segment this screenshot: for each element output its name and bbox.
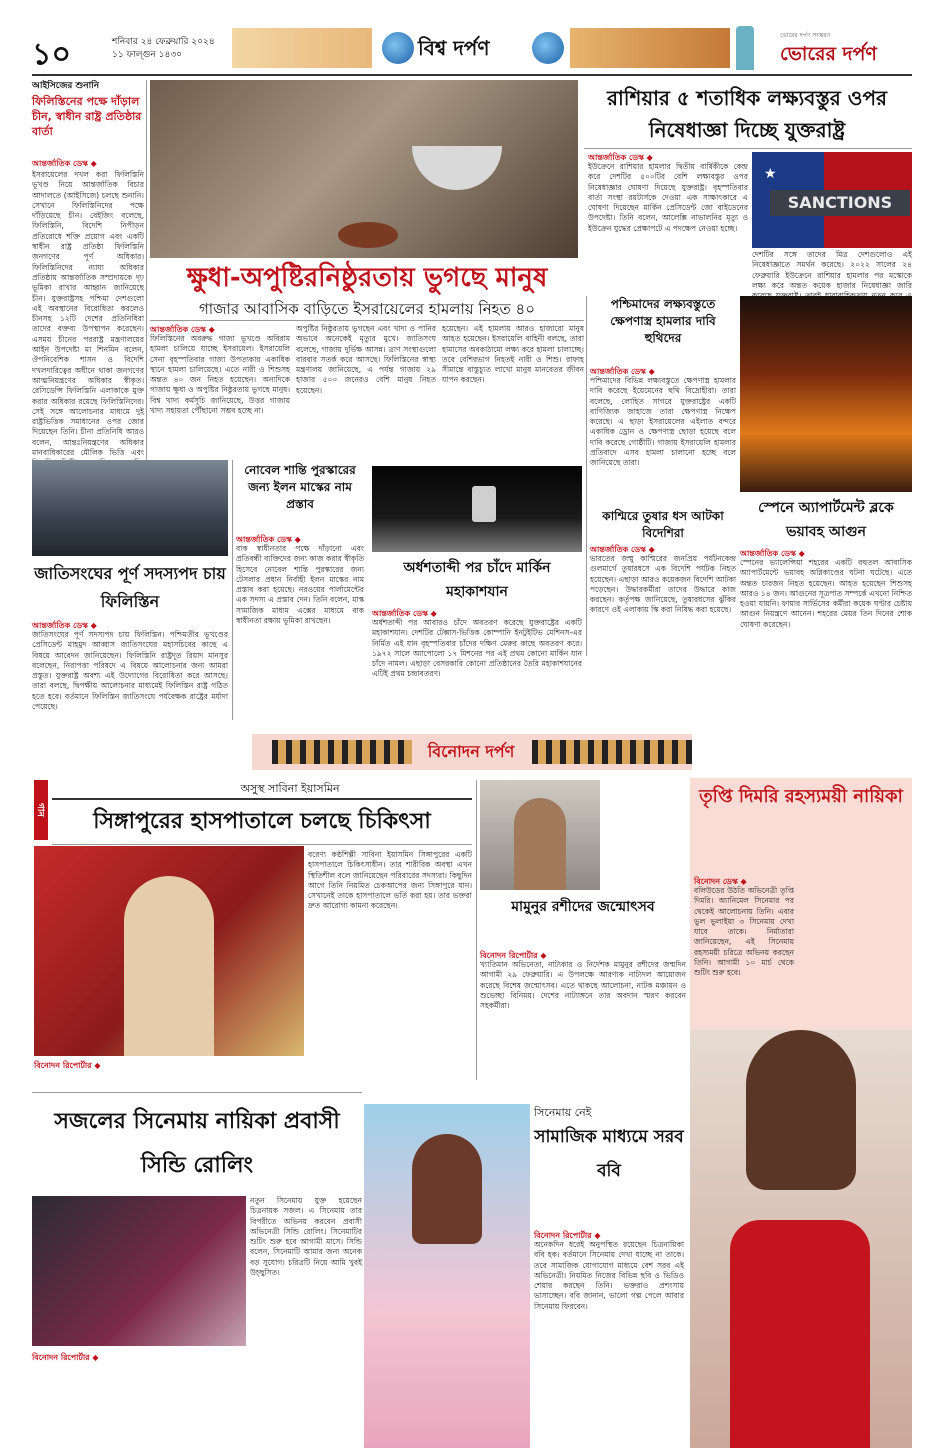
section-title: বিশ্ব দর্পণ (418, 36, 490, 60)
spain-headline: স্পেনে অ্যাপার্টমেন্ট ব্লকে ভয়াবহ আগুন (758, 500, 894, 540)
sanctions-photo (752, 152, 912, 248)
sajol-body: নতুন সিনেমায় যুক্ত হয়েছেন চিত্রনায়ক সজল। এ সিনেমায় তার বিপরীতে অভিনয় করবেন প্রবাসী অভিনেত্রী সিন্ডি রোলিং। সিনেমাটির শুটিং শুরু হবে আগামী মাসে। সিন্ডি বলেন, সিনেমাটি আমার জন্য অনেক বড় সুযোগ। চরিত্রটি নিয়ে আমি খুবই উচ্ছ্বসিত। (250, 1196, 362, 1278)
russia-body-left: ইউক্রেনে রাশিয়ার হামলার দ্বিতীয় বার্ষিকীকে কেন্দ্র করে দেশটির ৫০০টির বেশি লক্ষ্যবস্তুর ওপর নিষেধাজ্ঞার ঘোষণা দিয়েছে যুক্তরাষ্ট্র। বৃহস্পতিবার বার্তা সংস্থা রয়টার্সকে দেওয়া এক সাক্ষাৎকারে এ ঘোষণা দিয়েছেন মার্কিন প্রেসিডেন্ট জো বাইডেনের উপদেষ্টা। তিনি বলেন, আলেক্সি নাভালনির মৃত্যু ও ইউক্রেন যুদ্ধের প্রেক্ষাপটে এ পদক্ষেপ নেওয়া হচ্ছে। (588, 162, 748, 233)
russia-byline: আন্তর্জাতিক ডেস্ক ◆ (588, 153, 653, 162)
portrait-silhouette (124, 876, 214, 1056)
gaza-col-1: ফিলিস্তিনের অবরুদ্ধ গাজা ভূখণ্ডে অবিরাম হামলা চালিয়ে যাচ্ছে ইসরায়েল। ইসরায়েলি সেনা বৃহস্পতিবার গাজা উপত্যকার একাধিক স্থানে হামলা চালিয়েছে। এতে নারী ও শিশুসহ অন্তত ৪০ জন নিহত হয়েছেন। অন্যদিকে গাজায় ক্ষুধা ও অপুষ্টির নিষ্ঠুরতায় ভুগছে মানুষ। বিশ্ব খাদ্য কর্মসূচি জানিয়েছে, উত্তর গাজায় খাদ্য সহায়তা পৌঁছানো সম্ভব হচ্ছে না। (150, 334, 290, 416)
masthead-small: ভোরের দর্পণ সংস্করণ (780, 32, 831, 39)
tripti-headline: তৃপ্তি দিমরি রহস্যময়ী নায়িকা (699, 786, 903, 807)
bobby-headline: সামাজিক মাধ্যমে সরব ববি (534, 1127, 684, 1181)
masthead: ভোরের দর্পণ (780, 43, 877, 65)
moon-body: অর্ধশতাব্দী পর আবারও চাঁদে অবতরণ করেছে যুক্তরাষ্ট্রের একটি মহাকাশযান। দেশটির টেক্সাস-ভিত্তিক কোম্পানি ইনটুইটিভ মেশিনস-এর নির্মিত এই যান বৃহস্পতিবার চাঁদের দক্ষিণ মেরুর কাছে অবতরণ করে। ১৯৭২ সালে অ্যাপোলো ১৭ মিশনের পর এই প্রথম কোনো মার্কিন যান চাঁদে নামল। এছাড়া বেসরকারি কোনো প্রতিষ্ঠানের তৈরি মহাকাশযানের এটিই প্রথম চন্দ্রাবতরণ। (372, 618, 582, 679)
bobby-body: অনেকদিন ধরেই অনুপস্থিত রয়েছেন চিত্রনায়িকা ববি হক। বর্তমানে সিনেমায় দেখা যাচ্ছে না তাকে। তবে সামাজিক যোগাযোগ মাধ্যমে বেশ সরব এই অভিনেত্রী। নিয়মিত নিজের বিভিন্ন ছবি ও ভিডিও শেয়ার করছেন তিনি। ভক্তরাও প্রশংসায় ভাসাচ্ছেন। ববি জানান, ভালো গল্প পেলে আবার সিনেমায় ফিরবেন। (534, 1240, 684, 1311)
film-strip-left (272, 740, 412, 764)
header-rule (32, 74, 912, 76)
un-byline: আন্তর্জাতিক ডেস্ক ◆ (32, 621, 97, 630)
gaza-col-2: অপুষ্টির নিষ্ঠুরতায় ভুগছেন এবং খাদ্য ও পানির অভাবে অনেকেই মৃত্যুর মুখে। জাতিসংঘ বলেছে, গাজায় দুর্ভিক্ষ আসন্ন। ত্রাণ সংস্থাগুলো বারবার সতর্ক করে আসছে। ফিলিস্তিনের স্বাস্থ্য মন্ত্রণালয় জানিয়েছে, এ পর্যন্ত গাজায় ২৯ হাজার ৫০০ জনেরও বেশি মানুষ নিহত হয়েছেন। (296, 324, 436, 395)
russia-headline: রাশিয়ার ৫ শতাধিক লক্ষ্যবস্তুর ওপর নিষেধাজ্ঞা দিচ্ছে যুক্তরাষ্ট্র (606, 86, 888, 142)
moon-photo (372, 466, 582, 552)
moon-byline: আন্তর্জাতিক ডেস্ক ◆ (372, 609, 437, 618)
sabina-kicker: অসুস্থ সাবিনা ইয়াসমিন (240, 782, 340, 795)
tripti-photo (690, 1030, 912, 1448)
portrait-silhouette (412, 1134, 482, 1244)
date-line-1: শনিবার ২৪ ফেব্রুয়ারি ২০২৪ (112, 37, 215, 47)
sabina-headline: সিঙ্গাপুরের হাসপাতালে চলছে চিকিৎসা (52, 798, 472, 845)
mamunur-photo (480, 780, 600, 890)
entertainment-banner (32, 734, 912, 770)
western-body: পশ্চিমাদের বিভিন্ন লক্ষ্যবস্তুতে ক্ষেপণাস্ত্র হামলার দাবি করেছে ইয়েমেনের হুথি বিদ্রোহীরা। তারা বলেছে, লোহিত সাগরে যুক্তরাষ্ট্রের একটি বাণিজ্যিক জাহাজে তারা ক্ষেপণাস্ত্র নিক্ষেপ করেছে। এ ছাড়া ইসরায়েলের এইলাত বন্দরে একাধিক ড্রোন ও ক্ষেপণাস্ত্র ছোড়া হয়েছে বলে দাবি করেছে গোষ্ঠীটি। গাজায় ইসরায়েলি হামলার প্রতিবাদে এসব হামলা চালানো হচ্ছে বলে জানিয়েছে তারা। (590, 376, 736, 468)
gaza-col-3: হয়েছেন। এই হামলায় আরও হাজারো মানুষ আহত হয়েছেন। ইসরায়েলি বাহিনী বলছে, তারা হামাসের অবকাঠামো লক্ষ্য করে হামলা চালাচ্ছে। তবে বেশিরভাগ নিহতই নারী ও শিশু। রাফাহ সীমান্তে বাস্তুচ্যুত লাখো মানুষ মানবেতর জীবন যাপন করছেন। (442, 324, 584, 385)
russia-body-right: দেশটির সঙ্গে তাদের মিত্র দেশগুলোও এই নিষেধাজ্ঞাতে সমর্থন করেছে। ২০২২ সালের ২৪ ফেব্রুয়ারি ইউক্রেনে রাশিয়ার হামলার পর মস্কোকে লক্ষ্য করে অন্তত কয়েক হাজার নিষেধাজ্ঞা জারি (752, 250, 912, 290)
sanctions-label: SANCTIONS (770, 190, 910, 216)
nobel-body: বাক স্বাধীনতার পক্ষে দাঁড়ানো এবং প্রতিবন্ধী ব্যক্তিদের জন্য কাজ করার স্বীকৃতি হিসেবে নোবেল শান্তি পুরস্কারের জন্য টেসলার প্রধান নির্বাহী ইলন মাস্কের নাম প্রস্তাব করা হয়েছে। নরওয়ের পার্লামেন্টের এক সদস্য এ প্রস্তাব দেন। তিনি বলেন, মাস্ক সামাজিক মাধ্যম এক্সের মাধ্যমে বাক স্বাধীনতা রক্ষায় ভূমিকা রাখছেন। (236, 544, 364, 626)
page-number: ১০ (32, 37, 71, 72)
mamunur-byline: বিনোদন রিপোর্টার ◆ (480, 951, 547, 960)
un-headline: জাতিসংঘের পূর্ণ সদস্যপদ চায় ফিলিস্তিন (34, 564, 226, 611)
rule (150, 320, 584, 321)
lander-illustration (472, 486, 496, 522)
story-body: ইসরায়েলের দখল করা ফিলিস্তিনি ভূখণ্ড নিয়ে আন্তর্জাতিক বিচার আদালতে (আইসিজে) চলছে শুনানি। সেখানে ফিলিস্তিনিদের পক্ষে দাঁড়িয়েছে চীন। বেইজিং বলেছে, ফিলিস্তিনি, বিদেশি নিপীড়ন প্রতিরোধে শক্তি প্রয়োগ এবং একটি স্বাধীন রাষ্ট্র প্রতিষ্ঠা ফিলিস্তিনি জনগণের পূর্ণ অধিকার। ফিলিস্তিনিদের ন্যায্য অধিকার প্রতিষ্ঠায় আন্তর্জাতিক সম্প্রদায়কে দৃঢ় ভূমিকা রাখার আহ্বান জানিয়েছে চীন। যুক্তরাষ্ট্রসহ পশ্চিমা দেশগুলো এই অবস্থানের বিরোধিতা করলেও চীনসহ ১২টি দেশের প্রতিনিধিরা তাদের বক্তব্য উপস্থাপন করেছেন। এসময় চীনের পররাষ্ট্র মন্ত্রণালয়ের আইন উপদেষ্টা মা শিনমিন বলেন, ঔপনিবেশিক শাসন ও বিদেশি দখলদারিত্বের অধীনে থাকা জনগণের আত্মনিয়ন্ত্রণের অধিকার স্বীকৃত। রেসিডেন্সি ফিলিস্তিনি এলাকাকে মুক্ত করার অধিকার রয়েছে ফিলিস্তিনিদের। সেই সঙ্গে আলোচনার মাধ্যমে দুই রাষ্ট্রভিত্তিক সমাধানের ওপর জোর দিয়েছেন তিনি। চীনা প্রতিনিধি আরও বলেন, আন্তঃনিয়ন্ত্রণের অধিকার মানবাধিকারের মৌলিক ভিত্তি এবং (32, 170, 144, 458)
gaza-headline: ক্ষুধা-অপুষ্টিরনিষ্ঠুরতায় ভুগছে মানুষ (186, 263, 548, 293)
gaza-byline: আন্তর্জাতিক ডেস্ক ◆ (150, 325, 215, 334)
kashmir-byline: আন্তর্জাতিক ডেস্ক ◆ (590, 545, 655, 554)
red-dress-illustration (730, 1220, 870, 1448)
bowl-illustration (412, 146, 502, 190)
sajol-byline: বিনোদন রিপোর্টার ◆ (32, 1353, 99, 1362)
portrait-silhouette (514, 798, 566, 890)
spain-body: স্পেনের ভ্যালেন্সিয়া শহরের একটি বহুতল আবাসিক অ্যাপার্টমেন্টে ভয়াবহ অগ্নিকাণ্ডের ঘটনা ঘটেছে। এতে অন্তত চারজন নিহত হয়েছেন। আহত হয়েছেন শিশুসহ আরও ১৪ জন। আগুনের সূত্রপাত সম্পর্কে এখনো নিশ্চিত হওয়া যায়নি। ফায়ার সার্ভিসের কর্মীরা কয়েক ঘণ্টার চেষ্টায় আগুন নিয়ন্ত্রণে আনেন। শহরের মেয়র তিন দিনের শোক ঘোষণা করেছেন। (740, 558, 912, 629)
sajol-headline: সজলের সিনেমায় নায়িকা প্রবাসী সিন্ডি রোলিং (54, 1109, 340, 1178)
sabina-photo (34, 846, 304, 1056)
globe-icon (382, 32, 414, 64)
statue-icon (736, 26, 754, 70)
side-tag: গান (34, 780, 48, 840)
entertainment-title: বিনোদন দর্পণ (427, 742, 515, 761)
mamunur-headline: মামুনুর রশীদের জন্মোৎসব (511, 899, 655, 915)
gaza-subhead: গাজার আবাসিক বাড়িতে ইসরায়েলের হামলায় নিহত ৪০ (198, 300, 536, 318)
column-rule (476, 780, 477, 1080)
story-byline: আন্তর্জাতিক ডেস্ক ◆ (32, 159, 97, 168)
date-block (112, 36, 232, 70)
kashmir-body: ভারতের জম্মু কাশ্মিরের জনপ্রিয় পর্যটনকেন্দ্র গুলমার্গে তুষারধসে এক বিদেশি পর্যটক নিহত হয়েছেন। এছাড়া আরও কয়েকজন বিদেশি আটকা পড়েছেন। উদ্ধারকর্মীরা তাদের উদ্ধারে কাজ করছেন। কর্তৃপক্ষ জানিয়েছে, তুষারধসের ঝুঁকির কারণে ওই এলাকায় স্কি করা নিষিদ্ধ করা হয়েছে। (590, 554, 736, 615)
header-banner-art (232, 28, 372, 68)
story-kicker: আইসিজের শুনানি (32, 81, 100, 91)
gaza-photo (150, 80, 578, 258)
rule (584, 148, 912, 149)
mamunur-body: খ্যাতিমান অভিনেতা, নাট্যকার ও নির্দেশক মামুনুর রশীদের জন্মদিন আগামী ২৯ ফেব্রুয়ারি। এ উপলক্ষে আরণ্যক নাট্যদল আয়োজন করেছে বিশেষ জন্মোৎসব। এতে থাকছে আলোচনা, নাটক মঞ্চায়ন ও শুভেচ্ছা বিনিময়। দেশের নাট্যাঙ্গনে তার অবদান স্মরণ করবেন সহকর্মীরা। (480, 960, 686, 1011)
column-rule (232, 460, 233, 720)
un-body: জাতিসংঘের পূর্ণ সদস্যপদ চায় ফিলিস্তিন। পশ্চিমতীর ভূখণ্ডের প্রেসিডেন্ট মাহমুদ আব্বাস জাতিসংঘের মহাসচিবের কাছে এ বিষয়ে আবেদন জানিয়েছেন। ফিলিস্তিনি রাষ্ট্রদূত রিয়াদ মানসুর বলেছেন, নিরাপত্তা পরিষদে এ বিষয়ে আলোচনার জন্য আমরা প্রস্তুত। যুক্তরাষ্ট্র অবশ্য এই উদ্যোগের বিরোধিতা করে আসছে। তারা বলছে, দ্বিপক্ষীয় আলোচনার মাধ্যমেই ফিলিস্তিন রাষ্ট্র গঠিত হতে হবে। বর্তমানে ফিলিস্তিন জাতিসংঘে পর্যবেক্ষক রাষ্ট্রের মর্যাদা পেয়েছে। (32, 630, 228, 712)
page-header (0, 22, 945, 74)
sabina-body: বরেণ্য কণ্ঠশিল্পী সাবিনা ইয়াসমিন সিঙ্গাপুরের একটি হাসপাতালে চিকিৎসাধীন। তার শারীরিক অবস্থা এখন স্থিতিশীল বলে জানিয়েছেন পরিবারের সদস্যরা। কিছুদিন আগে তিনি নিয়মিত চেকআপের জন্য সিঙ্গাপুরে যান। সেখানেই তাকে হাসপাতালে ভর্তি করা হয়। তার ভক্তরা দ্রুত আরোগ্য কামনা করেছেন। (308, 850, 472, 911)
bobby-byline: বিনোদন রিপোর্টার ◆ (534, 1231, 601, 1240)
western-byline: আন্তর্জাতিক ডেস্ক ◆ (590, 367, 655, 376)
header-banner-art-right (570, 28, 730, 68)
tripti-body: বলিউডের উঠতি অভিনেত্রী তৃপ্তি দিমরি। অ্যানিমেল সিনেমার পর থেকেই আলোচনায় তিনি। এবার ভুল ভুলাইয়া ৩ সিনেমায় দেখা যাবে তাকে। নির্মাতারা জানিয়েছেন, এই সিনেমায় রহস্যময়ী চরিত্রে অভিনয় করছেন তিনি। আগামী ১০ মার্চ থেকে শুটিং শুরু হবে। (694, 886, 794, 978)
spain-byline: আন্তর্জাতিক ডেস্ক ◆ (740, 549, 805, 558)
sabina-byline: বিনোদন রিপোর্টার ◆ (34, 1061, 101, 1070)
story-headline: ফিলিস্তিনের পক্ষে দাঁড়াল চীন, স্বাধীন রাষ্ট্র প্রতিষ্ঠার বার্তা (32, 95, 142, 138)
date-line-2: ১১ ফাল্গুন ১৪৩০ (112, 50, 183, 60)
spain-fire-photo (740, 296, 912, 492)
rule (32, 1092, 362, 1093)
food-plate-illustration (338, 222, 398, 248)
flag-star-icon: ★ (764, 166, 777, 182)
film-strip-right (532, 740, 692, 764)
column-rule (146, 80, 147, 500)
moon-headline: অর্ধশতাব্দী পর চাঁদে মার্কিন মহাকাশযান (403, 560, 551, 600)
nobel-byline: আন্তর্জাতিক ডেস্ক ◆ (236, 535, 301, 544)
nobel-headline: নোবেল শান্তি পুরস্কারের জন্য ইলন মাস্কের নাম প্রস্তাব (244, 463, 356, 511)
portrait-silhouette (746, 1030, 856, 1190)
globe-icon-2 (532, 32, 564, 64)
tripti-byline: বিনোদন ডেস্ক ◆ (694, 877, 747, 886)
column-rule (586, 296, 587, 656)
western-headline: পশ্চিমাদের লক্ষ্যবস্তুতে ক্ষেপণাস্ত্র হামলার দাবি হুথিদের (610, 297, 716, 345)
sajol-photo (32, 1196, 246, 1346)
un-photo (32, 460, 228, 556)
bobby-kicker: সিনেমায় নেই (534, 1106, 592, 1119)
kashmir-headline: কাশ্মিরে তুষার ধস আটকা বিদেশিরা (602, 509, 724, 540)
bobby-photo (364, 1104, 530, 1448)
